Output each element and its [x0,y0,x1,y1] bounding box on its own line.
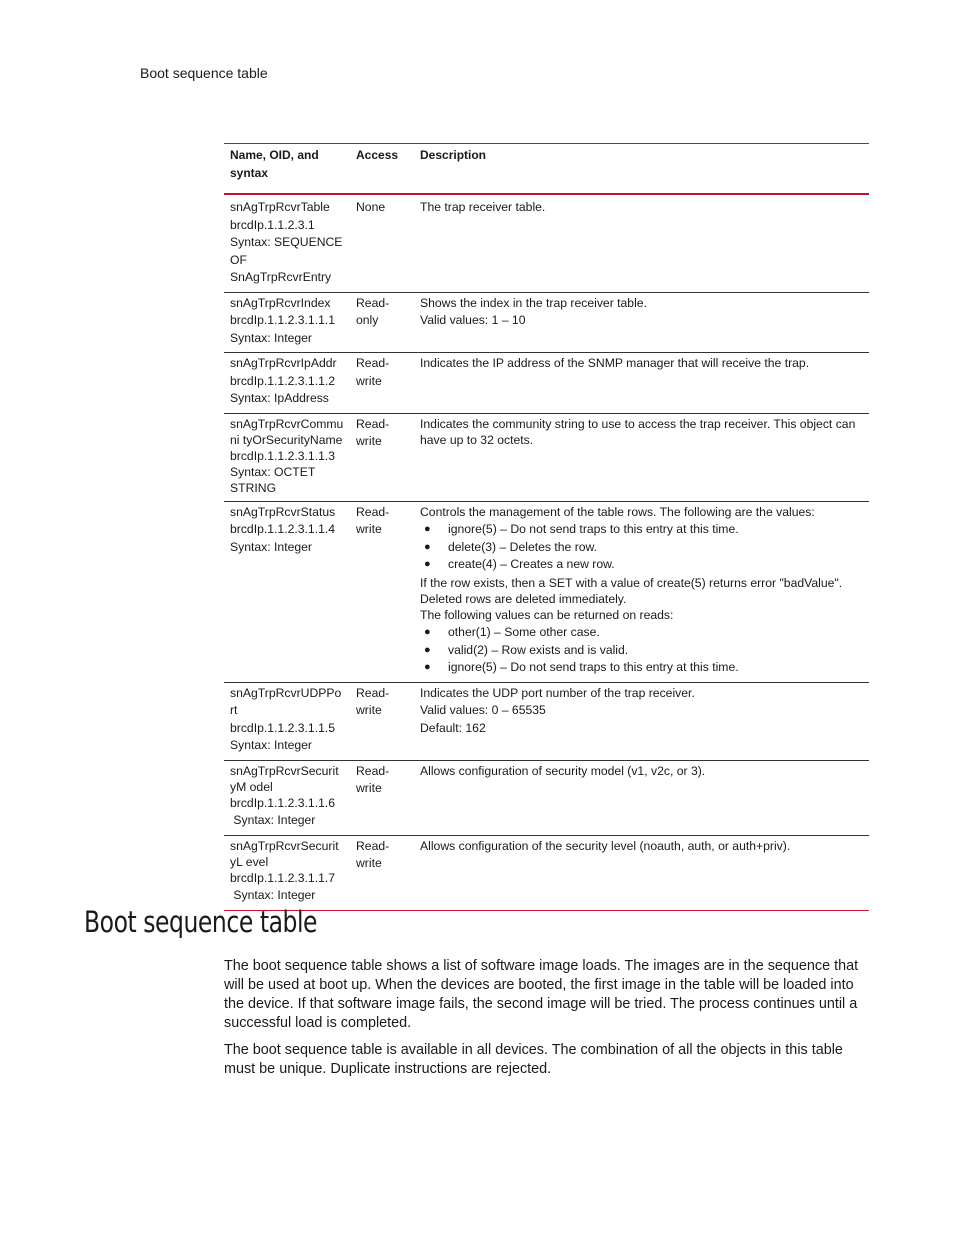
bullet-icon: ● [424,643,431,656]
object-name: snAgTrpRcvrSecurityM odel [230,763,339,794]
read-values-list [420,624,863,677]
description-text: The following values can be returned on reads: [420,607,674,622]
table-row [224,413,869,501]
list-item-text: ignore(5) – Do not send traps to this entry at this time. [448,522,739,536]
description-text: Default: 162 [420,720,486,735]
list-item-text: delete(3) – Deletes the row. [448,539,598,554]
list-item-text: valid(2) – Row exists and is valid. [448,642,629,657]
section-heading: Boot sequence table [84,905,318,939]
column-header-name: Name, OID, and syntax [230,148,319,180]
access-cell: Read-write [356,763,390,795]
name-cell [224,353,350,414]
object-oid: brcdIp.1.1.2.3.1.1.1 [230,313,336,327]
access-cell: Read-only [356,295,390,327]
description-text: Valid values: 1 – 10 [420,313,526,327]
list-item [420,556,863,574]
status-values-list [420,521,863,574]
column-header-access: Access [356,148,399,162]
object-syntax: Syntax: Integer [230,330,312,345]
name-cell [224,413,350,501]
object-syntax: Syntax: Integer [230,813,316,827]
column-header-description: Description [420,148,487,162]
list-item [420,642,863,660]
access-cell: Read-write [356,356,390,388]
description-text: Indicates the UDP port number of the trap receiver. [420,685,695,700]
description-cell [414,760,869,835]
object-syntax: Syntax: SEQUENCE OF [230,235,343,267]
object-syntax-cont: SnAgTrpRcvrEntry [230,270,332,284]
description-cell [414,682,869,760]
bullet-icon: ● [424,661,431,673]
list-item [420,659,863,677]
description-cell [414,413,869,501]
description-text: Shows the index in the trap receiver table. [420,295,647,310]
object-name: snAgTrpRcvrIpAddr [230,356,337,370]
bullet-icon: ● [424,523,431,535]
description-cell [414,194,869,292]
description-cell [414,501,869,682]
access-cell: Read-write [356,416,390,448]
object-oid: brcdIp.1.1.2.3.1.1.7 [230,870,336,885]
mib-object-table [224,143,869,911]
description-text: Valid values: 0 – 65535 [420,703,546,717]
name-cell [224,501,350,682]
name-cell [224,292,350,353]
name-cell [224,835,350,910]
table-row [224,835,869,910]
description-text: The trap receiver table. [420,200,546,214]
object-name: snAgTrpRcvrStatus [230,504,336,519]
object-oid: brcdIp.1.1.2.3.1.1.6 [230,795,336,810]
description-text: Allows configuration of the security level (noauth, auth, or auth+priv). [420,838,791,853]
list-item [420,539,863,557]
access-cell: Read-write [356,504,390,536]
bullet-icon: ● [424,540,431,553]
table-row [224,682,869,760]
object-oid: brcdIp.1.1.2.3.1.1.4 [230,522,336,536]
access-cell: Read-write [356,838,390,870]
object-oid: brcdIp.1.1.2.3.1.1.2 [230,373,336,388]
list-item-text: ignore(5) – Do not send traps to this entry at this time. [448,660,739,674]
object-syntax: Syntax: Integer [230,888,316,902]
body-paragraph: The boot sequence table is available in all devices. The combination of all the objects in this table must be unique. Duplicate instructions are rejected. [224,1042,843,1077]
name-cell [224,194,350,292]
description-cell [414,292,869,353]
running-header: Boot sequence table [140,65,268,81]
object-oid: brcdIp.1.1.2.3.1.1.3 [230,448,336,463]
description-text: If the row exists, then a SET with a value of create(5) returns error "badValue". Deleted rows are deleted immediately. [420,575,843,606]
description-intro: Controls the management of the table rows. The following are the values: [420,504,815,519]
description-cell [414,353,869,414]
object-oid: brcdIp.1.1.2.3.1.1.5 [230,720,336,735]
access-cell: None [356,200,386,214]
object-oid: brcdIp.1.1.2.3.1 [230,217,315,232]
object-syntax: Syntax: Integer [230,539,312,554]
table-row [224,292,869,353]
description-cell [414,835,869,910]
access-cell: Read-write [356,685,390,717]
object-syntax: Syntax: OCTET STRING [230,464,316,495]
name-cell [224,682,350,760]
list-item [420,521,863,539]
table-row [224,353,869,414]
object-syntax: Syntax: Integer [230,738,312,752]
object-name: snAgTrpRcvrTable [230,200,330,214]
list-item [420,624,863,642]
object-name: snAgTrpRcvrIndex [230,295,331,310]
object-name: snAgTrpRcvrSecurityL evel [230,838,339,869]
description-text: Allows configuration of security model (v1, v2c, or 3). [420,763,706,778]
table-row [224,501,869,682]
description-text: Indicates the IP address of the SNMP manager that will receive the trap. [420,356,810,370]
name-cell [224,760,350,835]
table-row [224,760,869,835]
table-header-row [224,144,869,195]
list-item-text: other(1) – Some other case. [448,625,600,639]
table-row [224,194,869,292]
body-paragraph: The boot sequence table shows a list of software image loads. The images are in the sequence that will be used at boot up. When the devices are booted, the first image in the table will be loaded into the device. If that software image fails, the second image will be tried. The process continues until a successful load is completed. [224,958,859,1031]
bullet-icon: ● [424,626,431,638]
bullet-icon: ● [424,558,431,570]
list-item-text: create(4) – Creates a new row. [448,557,615,571]
object-name: snAgTrpRcvrUDPPort [230,685,342,717]
object-name: snAgTrpRcvrCommuni tyOrSecurityName [230,416,344,447]
description-text: Indicates the community string to use to access the trap receiver. This object can have up to 32 octets. [420,416,856,447]
object-syntax: Syntax: IpAddress [230,391,329,405]
